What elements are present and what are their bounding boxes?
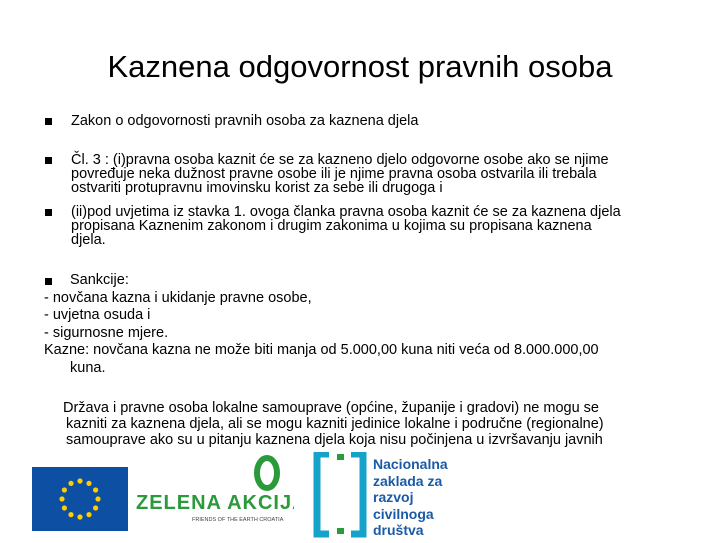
kazne-line: kuna.	[70, 359, 106, 376]
bullet-text: Zakon o odgovornosti pravnih osoba za kaznena djela	[71, 113, 419, 129]
slide-title: Kaznena odgovornost pravnih osoba	[107, 49, 613, 84]
svg-text:FRIENDS OF THE EARTH CROATIA: FRIENDS OF THE EARTH CROATIA	[192, 517, 284, 523]
nacionalna-zaklada-text: Nacionalna zaklada za razvoj civilnoga društva	[373, 456, 448, 538]
bullet-marker	[45, 157, 52, 164]
sankcija-item: - sigurnosne mjere.	[44, 324, 169, 341]
nacionalna-zaklada-logo	[313, 452, 368, 538]
drzava-paragraph: Država i pravne osoba lokalne samouprave (općine, županije i gradovi) ne mogu se kazniti za kaznena djela, ali se mogu kazniti jedinice lokalne i područne (regionalne) samouprave ako su u pitanju kaznena djela koja nisu počinjena u izvršavanju javnih	[63, 400, 604, 447]
eu-flag-icon	[32, 467, 128, 531]
sankcije-heading: Sankcije	[70, 272, 125, 288]
bullet-marker	[45, 118, 52, 125]
bullet-text: Čl. 3 : (i)pravna osoba kaznit će se za kazneno djelo odgovorne osobe ako se njime povređuje neka dužnost pravne osobe ili je njime pravna osoba ostvarila ili trebala ostvariti protupravnu imovinsku korist za sebe ili drugoga i	[71, 152, 609, 196]
bullet-marker	[45, 209, 52, 216]
sankcija-item: - novčana kazna i ukidanje pravne osobe,	[44, 289, 312, 306]
svg-text:ZELENA AKCIJA: ZELENA AKCIJA	[136, 492, 294, 514]
sankcija-item: - uvjetna osuda i	[44, 307, 151, 323]
sankcije-block: Sankcije: - novčana kazna i ukidanje pravne osobe, - uvjetna osuda i - sigurnosne mjere. Kazne: novčana kazna ne može biti manja od 5.000,00 kuna niti veća od 8.000.000,00 kuna.	[44, 272, 694, 377]
zelena-akcija-logo	[134, 452, 294, 532]
bullet-text: (ii)pod uvjetima iz stavka 1. ovoga članka pravna osoba kaznit će se za kaznena djela propisana Kaznenim zakonom i drugim zakonima u kojima su propisana kaznena djela.	[71, 204, 621, 248]
kazne-line: Kazne: novčana kazna ne može biti manja od 5.000,00 kuna niti veća od 8.000.000,00	[44, 342, 599, 358]
